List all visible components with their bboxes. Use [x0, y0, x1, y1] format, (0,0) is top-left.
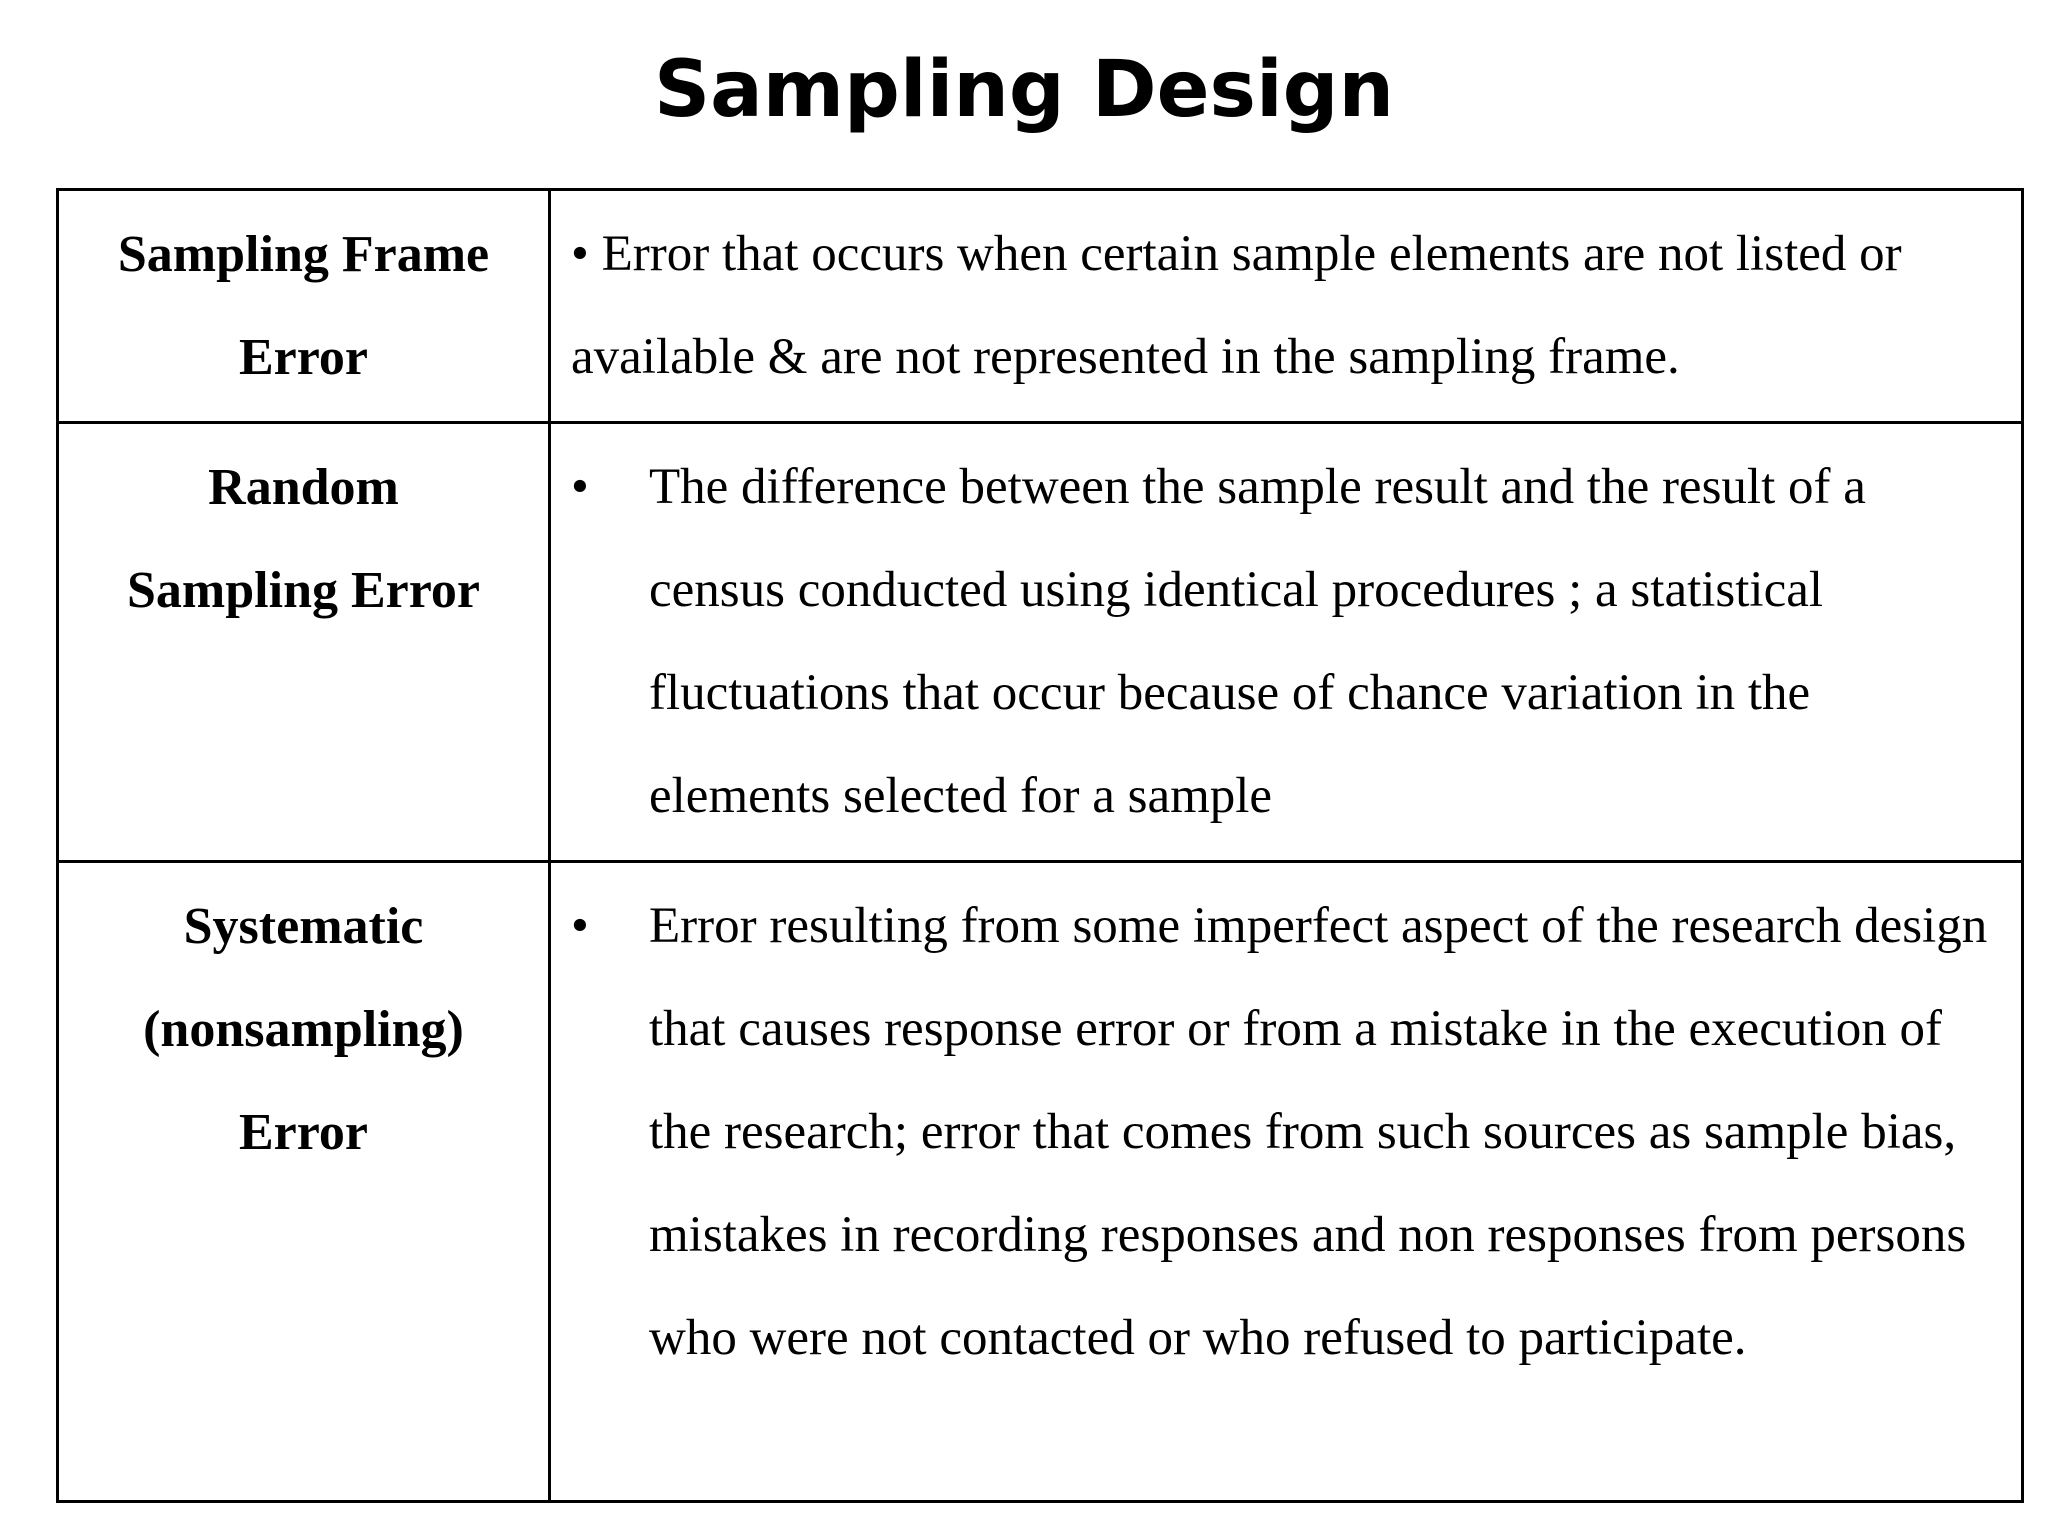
term-line: (nonsampling): [143, 1001, 464, 1058]
definition-cell: [550, 190, 2023, 423]
bullet-item: [571, 436, 2001, 848]
page-title: Sampling Design: [653, 45, 1395, 135]
term-cell: [58, 190, 550, 423]
term-cell: [58, 862, 550, 1502]
bullet-mark: •: [571, 898, 589, 954]
bullet-mark: •: [571, 459, 589, 515]
term-line: Sampling Error: [127, 562, 480, 619]
bullet-item: [571, 875, 2001, 1390]
term-line: Systematic: [183, 898, 424, 955]
definition-text: The difference between the sample result and the result of a census conducted using identical procedures ; a statistical fluctuations that occur because of chance variation in the elements selected for a sample: [649, 459, 1866, 824]
term-line: Error: [239, 1104, 368, 1161]
term-line: Error: [239, 329, 368, 386]
table-row-random-sampling-error: [58, 423, 2023, 862]
table-row-sampling-frame-error: [58, 190, 2023, 423]
term-cell: [58, 423, 550, 862]
definition-text: Error that occurs when certain sample elements are not listed or available & are not represented in the sampling frame.: [571, 226, 1902, 385]
term-line: Sampling Frame: [117, 226, 490, 283]
definitions-table: [56, 188, 2024, 1503]
bullet-mark: •: [571, 226, 589, 282]
definition-cell: [550, 862, 2023, 1502]
term-line: Random: [208, 459, 399, 516]
definition-text: Error resulting from some imperfect aspect of the research design that causes response error or from a mistake in the execution of the research; error that comes from such sources as sample bias, mistakes in recording responses and non responses from persons who were not contacted or who refused to participate.: [649, 898, 1988, 1366]
definition-cell: [550, 423, 2023, 862]
table-row-systematic-error: [58, 862, 2023, 1502]
